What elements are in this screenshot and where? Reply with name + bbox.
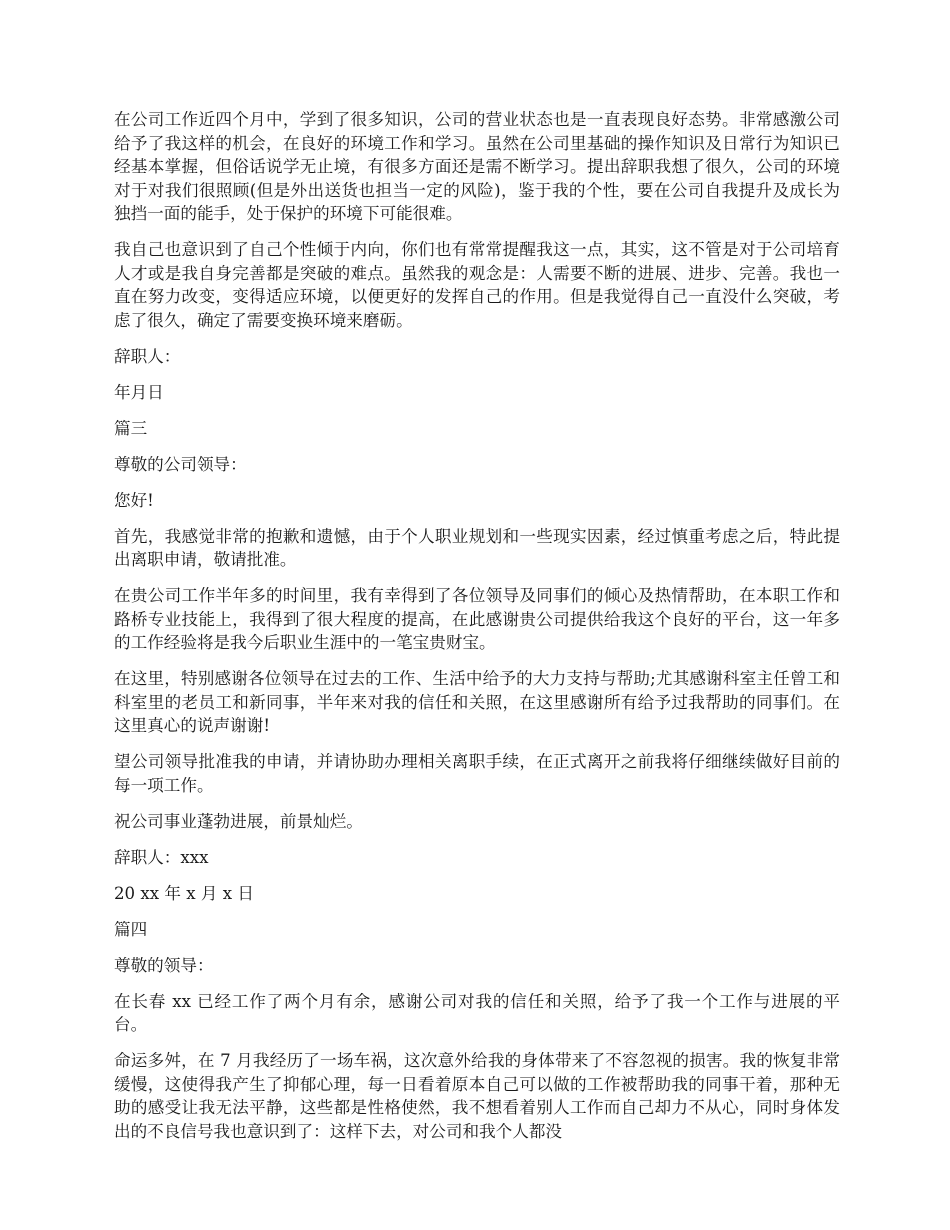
paragraph-accident: 命运多舛，在 7 月我经历了一场车祸，这次意外给我的身体带来了不容忽视的损害。我的恢复非常缓慢，这使得我产生了抑郁心理，每一日看着原本自己可以做的工作被帮助我的同事干着，那种无助的感受让我无法平静，这些都是性格使然，我不想看着别人工作而自己却力不从心，同时身体发出的不良信号我也意识到了：这样下去，对公司和我个人都没: [114, 1051, 840, 1141]
section-heading-4: 篇四: [114, 919, 148, 939]
paragraph-request: 望公司领导批准我的申请，并请协助办理相关离职手续，在正式离开之前我将仔细继续做好目前的每一项工作。: [114, 752, 840, 795]
paragraph-personality: 我自己也意识到了自己个性倾于内向，你们也有常常提醒我这一点，其实，这不管是对于公司培育人才或是我自身完善都是突破的难点。虽然我的观念是：人需要不断的进展、进步、完善。我也一直在努力改变，变得适应环境，以便更好的发挥自己的作用。但是我觉得自己一直没什么突破，考虑了很久，确定了需要变换环境来磨砺。: [114, 240, 840, 330]
paragraph-thanks: 在这里，特别感谢各位领导在过去的工作、生活中给予的大力支持与帮助;尤其感谢科室主任曾工和科室里的老员工和新同事，半年来对我的信任和关照，在这里感谢所有给予过我帮助的同事们。在这里真心的说声谢谢!: [114, 669, 840, 735]
paragraph-gratitude: 在贵公司工作半年多的时间里，我有幸得到了各位领导及同事们的倾心及热情帮助，在本职工作和路桥专业技能上，我得到了很大程度的提高，在此感谢贵公司提供给我这个良好的平台，这一年多的工作经验将是我今后职业生涯中的一笔宝贵财宝。: [114, 586, 840, 652]
signature-label: 辞职人：: [114, 346, 181, 366]
salutation: 尊敬的公司领导：: [114, 454, 247, 474]
section-heading-3: 篇三: [114, 418, 148, 438]
paragraph-changchun: 在长春 xx 已经工作了两个月有余，感谢公司对我的信任和关照，给予了我一个工作与进展的平台。: [114, 991, 840, 1034]
paragraph-intro-work: 在公司工作近四个月中，学到了很多知识，公司的营业状态也是一直表现良好态势。非常感激公司给予了我这样的机会，在良好的环境工作和学习。虽然在公司里基础的操作知识及日常行为知识已经基本掌握，但俗话说学无止境，有很多方面还是需不断学习。提出辞职我想了很久，公司的环境对于对我们很照顾(但是外出送货也担当一定的风险)，鉴于我的个性，要在公司自我提升及成长为独挡一面的能手，处于保护的环境下可能很难。: [114, 110, 840, 223]
paragraph-apology: 首先，我感觉非常的抱歉和遗憾，由于个人职业规划和一些现实因素，经过慎重考虑之后，特此提出离职申请，敬请批准。: [114, 526, 840, 569]
date-line: 年月日: [114, 382, 164, 402]
greeting: 您好!: [114, 490, 154, 510]
document-body: [114, 108, 840, 1156]
date-line-2: 20 xx 年 x 月 x 日: [114, 883, 254, 903]
salutation-2: 尊敬的领导：: [114, 955, 214, 975]
signature-line: 辞职人：xxx: [114, 847, 209, 867]
paragraph-wishes: 祝公司事业蓬勃进展，前景灿烂。: [114, 811, 363, 831]
